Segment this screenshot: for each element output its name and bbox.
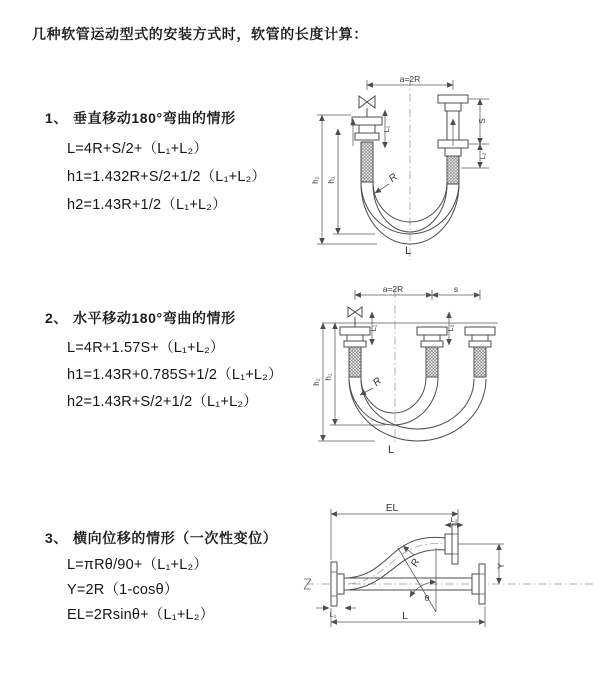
dim-label-l2: L₂	[446, 324, 455, 332]
page-title: 几种软管运动型式的安装方式时，软管的长度计算：	[32, 26, 368, 42]
formula-line: h2=1.43R+1/2（L₁+L₂）	[67, 197, 227, 213]
section-1-heading	[45, 108, 236, 128]
dim-label-l: L	[404, 245, 412, 257]
dim-el	[331, 503, 458, 560]
section-3-heading	[45, 528, 277, 548]
flange-fixed-end	[340, 327, 370, 347]
braided-hose-section	[447, 156, 459, 184]
diagram-horizontal-bend	[312, 282, 600, 457]
dim-l1	[382, 110, 391, 148]
dim-label-el: EL	[385, 503, 399, 514]
dim-label-h2: h₂	[312, 378, 321, 386]
braided-hose-section	[361, 142, 373, 182]
dim-a2r	[355, 284, 432, 300]
dim-l1	[369, 312, 378, 345]
formula-line: L=πRθ/90+（L₁+L₂）	[67, 557, 209, 573]
formula-line: h1=1.43R+0.785S+1/2（L₁+L₂）	[67, 367, 283, 383]
dim-label-r: R	[409, 557, 423, 569]
dim-label-l2: L₂	[478, 152, 487, 160]
dim-label-l1: L₁	[382, 125, 391, 133]
dim-label-l1: L₁	[369, 324, 378, 332]
dim-label-a2r: a=2R	[399, 74, 421, 84]
formula-line: Y=2R（1-cosθ）	[67, 582, 179, 598]
dim-label-l2: L₂	[450, 515, 458, 524]
dim-l1	[316, 608, 356, 619]
dim-label-s: s	[453, 284, 459, 294]
formula-line: L=4R+S/2+（L₁+L₂）	[67, 141, 209, 157]
flange-moving-end-pos2	[465, 327, 495, 347]
dim-label-h1: h₁	[324, 373, 333, 381]
dim-a2r	[367, 74, 453, 90]
formula-line: h2=1.43R+S/2+1/2（L₁+L₂）	[67, 394, 258, 410]
angle-theta	[398, 548, 436, 612]
flange-fixed-end	[331, 562, 344, 606]
section-3-heading-text: 横向位移的情形（一次性变位）	[73, 530, 278, 546]
dim-label-h1: h₁	[327, 176, 336, 184]
braided-hose-section	[474, 347, 486, 377]
dim-label-l1: L₁	[329, 610, 337, 619]
dim-label-l: L	[402, 610, 408, 622]
flange-original-position	[472, 564, 485, 604]
formula-line: L=4R+1.57S+（L₁+L₂）	[67, 340, 225, 356]
diagram-lateral-displacement	[300, 500, 600, 650]
formula-line: EL=2Rsinθ+（L₁+L₂）	[67, 607, 215, 623]
dim-label-h2: h₂	[311, 176, 320, 184]
dim-label-r: R	[371, 375, 384, 389]
section-2-heading	[45, 308, 236, 328]
dim-label-r: R	[387, 171, 400, 185]
flange-moving-end-pos1	[417, 327, 447, 347]
dim-label-y: Y	[496, 562, 506, 570]
s-curve-hose	[348, 537, 445, 590]
section-1-heading-text: 垂直移动180°弯曲的情形	[73, 110, 236, 126]
dim-s	[432, 284, 480, 300]
section-2-number: 2、	[45, 310, 68, 326]
braided-hose-section	[349, 347, 361, 377]
dim-l2	[446, 312, 455, 345]
dim-label-l: L	[387, 444, 395, 456]
dim-label-theta: θ	[424, 593, 430, 603]
section-2-heading-text: 水平移动180°弯曲的情形	[73, 310, 236, 326]
dim-l2	[445, 515, 463, 525]
dim-s	[468, 99, 489, 144]
braided-hose-section	[426, 347, 438, 377]
valve-icon	[348, 307, 362, 327]
section-1-number: 1、	[45, 110, 68, 126]
section-3-number: 3、	[45, 530, 68, 546]
dim-label-a2r: a=2R	[382, 284, 404, 294]
flange-moving-end-upper	[438, 95, 468, 111]
dim-label-s: S	[478, 118, 487, 124]
hose-u-bend	[349, 377, 486, 441]
diagram-vertical-bend	[311, 72, 600, 267]
formula-line: h1=1.432R+S/2+1/2（L₁+L₂）	[67, 169, 267, 185]
flange-displaced-position	[445, 524, 458, 564]
radius-leader	[403, 546, 422, 569]
valve-icon	[359, 96, 375, 117]
radius-leader	[375, 172, 400, 193]
flange-fixed-end	[352, 117, 382, 140]
dim-l	[331, 606, 485, 627]
